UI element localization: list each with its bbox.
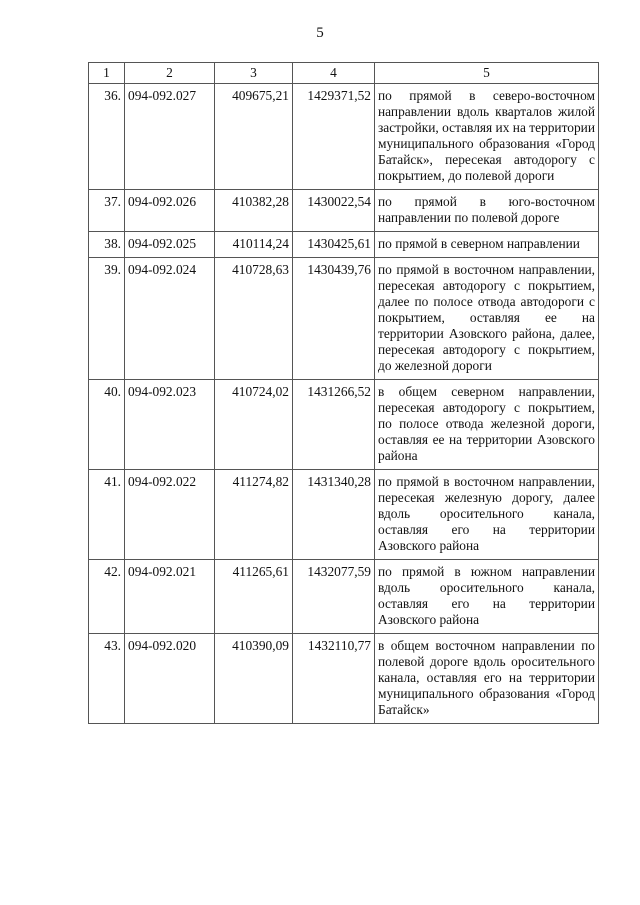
table-row (89, 470, 599, 560)
coordinate-y-cell: 1430425,61 (293, 232, 375, 258)
boundary-description-cell: по прямой в южном направлении вдоль оросительного канала, оставляя его на территории Азовского района (375, 560, 599, 634)
table-row (89, 190, 599, 232)
table-body (89, 63, 599, 724)
coordinate-x-cell: 410724,02 (215, 380, 293, 470)
coordinate-x-cell: 410728,63 (215, 258, 293, 380)
row-number-cell: 39. (89, 258, 125, 380)
table-row (89, 634, 599, 724)
boundary-description-cell: по прямой в восточном направлении, пересекая железную дорогу, далее вдоль оросительного канала, оставляя его на территории Азовского района (375, 470, 599, 560)
coordinate-y-cell: 1432110,77 (293, 634, 375, 724)
table-header-row (89, 63, 599, 84)
coordinate-x-cell: 410114,24 (215, 232, 293, 258)
row-number-cell: 42. (89, 560, 125, 634)
column-header-4: 4 (293, 63, 375, 84)
boundary-description-cell: по прямой в северном направлении (375, 232, 599, 258)
point-code-cell: 094-092.020 (125, 634, 215, 724)
column-header-3: 3 (215, 63, 293, 84)
coordinate-y-cell: 1429371,52 (293, 84, 375, 190)
boundary-description-cell: по прямой в восточном направлении, пересекая автодорогу с покрытием, далее по полосе отвода автодороги с покрытием, оставляя ее на территории Азовского района, далее, пересекая автодорогу с покрытием, до железной дороги (375, 258, 599, 380)
coordinate-x-cell: 410390,09 (215, 634, 293, 724)
coordinate-y-cell: 1431340,28 (293, 470, 375, 560)
boundary-description-cell: по прямой в юго-восточном направлении по полевой дороге (375, 190, 599, 232)
column-header-5: 5 (375, 63, 599, 84)
point-code-cell: 094-092.023 (125, 380, 215, 470)
column-header-1: 1 (89, 63, 125, 84)
row-number-cell: 41. (89, 470, 125, 560)
row-number-cell: 37. (89, 190, 125, 232)
point-code-cell: 094-092.026 (125, 190, 215, 232)
boundary-description-cell: в общем восточном направлении по полевой дороге вдоль оросительного канала, оставляя его на территории муниципального образования «Город Батайск» (375, 634, 599, 724)
coordinate-y-cell: 1431266,52 (293, 380, 375, 470)
point-code-cell: 094-092.024 (125, 258, 215, 380)
point-code-cell: 094-092.022 (125, 470, 215, 560)
coordinate-y-cell: 1430022,54 (293, 190, 375, 232)
coordinate-x-cell: 411274,82 (215, 470, 293, 560)
row-number-cell: 36. (89, 84, 125, 190)
boundary-description-cell: по прямой в северо-восточном направлении вдоль кварталов жилой застройки, оставляя их на территории муниципального образования «Город Батайск», пересекая автодорогу с покрытием, до полевой дороги (375, 84, 599, 190)
coordinate-x-cell: 409675,21 (215, 84, 293, 190)
column-header-2: 2 (125, 63, 215, 84)
table-row (89, 380, 599, 470)
table-row (89, 232, 599, 258)
coordinate-x-cell: 411265,61 (215, 560, 293, 634)
point-code-cell: 094-092.027 (125, 84, 215, 190)
page-number: 5 (316, 25, 324, 41)
boundary-description-cell: в общем северном направлении, пересекая автодорогу с покрытием, по полосе отвода железной дороги, оставляя ее на территории Азовского района (375, 380, 599, 470)
point-code-cell: 094-092.025 (125, 232, 215, 258)
coordinate-y-cell: 1432077,59 (293, 560, 375, 634)
row-number-cell: 43. (89, 634, 125, 724)
table-row (89, 258, 599, 380)
point-code-cell: 094-092.021 (125, 560, 215, 634)
row-number-cell: 40. (89, 380, 125, 470)
boundary-description-table (88, 62, 599, 724)
coordinate-x-cell: 410382,28 (215, 190, 293, 232)
table-row (89, 560, 599, 634)
coordinate-y-cell: 1430439,76 (293, 258, 375, 380)
table-row (89, 84, 599, 190)
row-number-cell: 38. (89, 232, 125, 258)
